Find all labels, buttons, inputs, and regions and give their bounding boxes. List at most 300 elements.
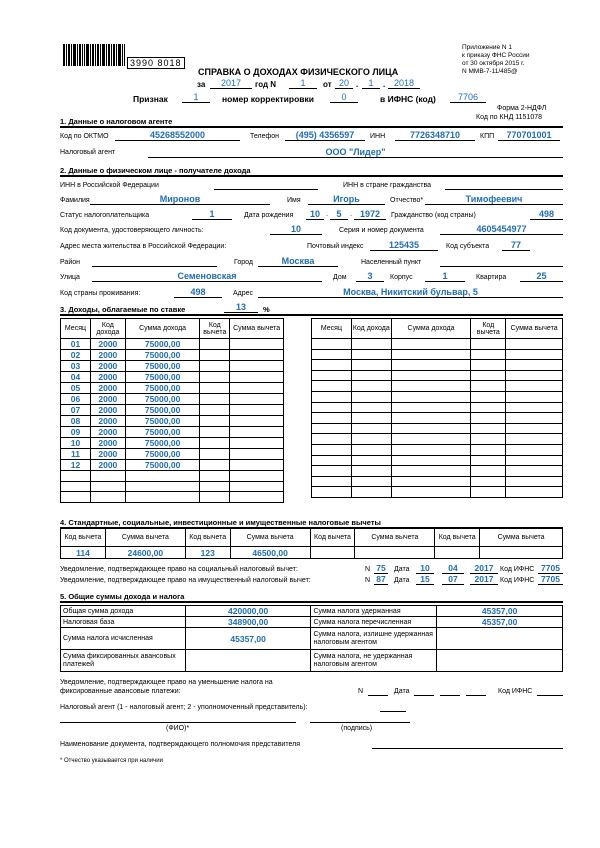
birth-day: 10 xyxy=(306,209,324,220)
dot-separator: . xyxy=(326,211,328,218)
income-code xyxy=(351,339,391,350)
priznak-label: Признак xyxy=(133,94,168,104)
income-code: 2000 xyxy=(90,394,125,405)
income-month xyxy=(312,391,352,402)
tax-calc-value: 45357,00 xyxy=(185,628,311,650)
country-label: Код страны проживания: xyxy=(60,290,141,297)
income-month xyxy=(312,487,352,498)
korr-value: 0 xyxy=(330,92,358,103)
series-label: Серия и номер документа xyxy=(339,227,424,234)
deduction-sum: 46500,00 xyxy=(230,547,310,559)
footer-ifns-label: Код ИФНС xyxy=(498,688,533,695)
appendix-line: к приказу ФНС России xyxy=(462,52,530,59)
address-value: Москва, Никитский бульвар, 5 xyxy=(258,287,563,298)
tax-base-value: 348900,00 xyxy=(185,617,311,628)
income-code xyxy=(351,349,391,360)
income-month: 06 xyxy=(61,394,91,405)
income-sum: 75000,00 xyxy=(125,361,200,372)
deduction-sum xyxy=(506,423,563,434)
income-month xyxy=(312,466,352,477)
social-month: 04 xyxy=(442,563,464,574)
doc-value: 10 xyxy=(270,224,322,235)
section-5-title: 5. Общие суммы дохода и налога xyxy=(60,592,185,601)
fio-caption: (ФИО)* xyxy=(166,725,190,732)
income-code xyxy=(351,434,391,445)
income-sum xyxy=(391,487,471,498)
income-code: 2000 xyxy=(90,361,125,372)
deduction-sum xyxy=(230,361,284,372)
footer-notice-2: фиксированные авансовые платежи: xyxy=(60,688,181,695)
income-month xyxy=(312,476,352,487)
social-notice-label: Уведомление, подтверждающее право на социальный налоговый вычет: xyxy=(60,566,298,573)
deduction-sum xyxy=(506,381,563,392)
deduction-sum xyxy=(230,481,284,492)
addr-rf-label: Адрес места жительства в Российской Федерации: xyxy=(60,243,227,250)
deduction-sum xyxy=(230,427,284,438)
appendix-block xyxy=(462,44,529,76)
deduction-code xyxy=(471,381,506,392)
not-withheld-value xyxy=(437,650,563,672)
income-header: Сумма дохода xyxy=(391,319,471,339)
income-code: 2000 xyxy=(90,383,125,394)
footer-agent-label: Налоговый агент (1 - налоговый агент; 2 - уполномоченный представитель): xyxy=(60,704,308,711)
excess-value xyxy=(437,628,563,650)
property-ifns-value: 7705 xyxy=(538,574,563,585)
phone-label: Телефон xyxy=(250,133,280,140)
city-value: Москва xyxy=(258,256,338,267)
ifns-label: в ИФНС (код) xyxy=(380,94,436,104)
priznak-value: 1 xyxy=(182,92,210,103)
income-code: 2000 xyxy=(90,460,125,471)
income-code xyxy=(351,476,391,487)
agent-label: Налоговый агент xyxy=(60,149,116,156)
income-code: 2000 xyxy=(90,416,125,427)
barcode xyxy=(63,44,182,72)
income-month: 02 xyxy=(61,350,91,361)
deduction-sum xyxy=(506,466,563,477)
income-sum xyxy=(125,481,200,492)
street-label: Улица xyxy=(60,274,80,281)
paid-value: 45357,00 xyxy=(437,617,563,628)
income-code: 2000 xyxy=(90,350,125,361)
appendix-line: Приложение N 1 xyxy=(462,44,513,51)
income-sum xyxy=(391,423,471,434)
rate-value: 13 xyxy=(224,302,258,313)
income-sum: 75000,00 xyxy=(125,350,200,361)
income-code: 2000 xyxy=(90,405,125,416)
income-month xyxy=(312,455,352,466)
income-month xyxy=(312,434,352,445)
tax-calc-label: Сумма налога исчисленная xyxy=(61,628,186,650)
surname-value: Миронов xyxy=(90,194,270,205)
status-label: Статус налогоплательщика xyxy=(60,212,150,219)
income-sum xyxy=(391,370,471,381)
income-sum: 75000,00 xyxy=(125,405,200,416)
income-code xyxy=(351,487,391,498)
deduction-code xyxy=(200,481,230,492)
income-sum: 75000,00 xyxy=(125,416,200,427)
deduction-code xyxy=(435,547,480,559)
oktmo-value: 45268552000 xyxy=(115,130,240,141)
footer-doc-label: Наименование документа, подтверждающего полномочия представителя xyxy=(60,741,300,748)
income-sum xyxy=(391,402,471,413)
dot-separator: . xyxy=(383,80,386,89)
apartment-label: Квартира xyxy=(476,274,507,281)
deduction-sum xyxy=(506,391,563,402)
income-sum xyxy=(391,381,471,392)
deduction-code xyxy=(200,394,230,405)
income-sum xyxy=(391,476,471,487)
deduction-sum xyxy=(230,449,284,460)
ifns-value: 7706 xyxy=(450,92,486,103)
deduction-code-header: Код вычета xyxy=(435,529,480,547)
settlement-label: Населенный пункт xyxy=(361,259,422,266)
social-ifns-label: Код ИФНС xyxy=(500,566,535,573)
income-header: Сумма вычета xyxy=(506,319,563,339)
income-code xyxy=(90,481,125,492)
deduction-code xyxy=(471,370,506,381)
doc-label: Код документа, удостоверяющего личность: xyxy=(60,227,204,234)
deduction-code: 123 xyxy=(185,547,230,559)
kpp-label: КПП xyxy=(480,133,495,140)
income-header: Сумма вычета xyxy=(230,319,284,339)
total-income-label: Общая сумма дохода xyxy=(61,606,186,617)
subject-value: 77 xyxy=(502,240,530,251)
income-sum xyxy=(391,391,471,402)
deduction-code xyxy=(200,361,230,372)
footer-date-label: Дата xyxy=(394,688,410,695)
deduction-sum xyxy=(230,405,284,416)
income-month xyxy=(312,360,352,371)
income-header: Код вычета xyxy=(200,319,230,339)
patronymic-value: Тимофеевич xyxy=(425,194,563,205)
kpp-value: 770701001 xyxy=(498,130,560,141)
surname-label: Фамилия xyxy=(60,197,90,204)
deduction-sum xyxy=(230,372,284,383)
deduction-sum xyxy=(230,438,284,449)
footer-n-label: N xyxy=(358,688,364,695)
oktmo-label: Код по ОКТМО xyxy=(60,133,109,140)
income-sum: 75000,00 xyxy=(125,438,200,449)
deduction-code xyxy=(200,460,230,471)
report-day: 20 xyxy=(335,78,353,89)
social-ifns-value: 7705 xyxy=(538,563,563,574)
deduction-sum xyxy=(230,492,284,503)
deduction-code xyxy=(471,391,506,402)
deduction-code xyxy=(471,466,506,477)
income-month: 03 xyxy=(61,361,91,372)
property-n-label: N xyxy=(365,577,371,584)
deduction-code xyxy=(471,413,506,424)
property-notice-label: Уведомление, подтверждающее право на имущественный налоговый вычет: xyxy=(60,577,311,584)
inn-rf-label: ИНН в Российской Федерации xyxy=(60,182,159,189)
deduction-sum xyxy=(355,547,435,559)
social-year: 2017 xyxy=(470,563,498,574)
income-month: 01 xyxy=(61,339,91,350)
social-n-value: 75 xyxy=(374,563,388,574)
series-value: 4605454977 xyxy=(440,224,563,235)
income-code xyxy=(90,471,125,482)
income-code xyxy=(351,444,391,455)
status-value: 1 xyxy=(192,209,232,220)
deduction-code xyxy=(471,455,506,466)
deduction-sum xyxy=(506,402,563,413)
deduction-sum xyxy=(480,547,563,559)
income-sum xyxy=(391,349,471,360)
income-sum xyxy=(391,434,471,445)
not-withheld-label: Сумма налога, не удержанная налоговым агентом xyxy=(311,650,437,672)
zip-value: 125435 xyxy=(370,240,438,251)
property-month: 07 xyxy=(442,574,464,585)
income-month xyxy=(312,339,352,350)
social-n-label: N xyxy=(365,566,371,573)
income-sum xyxy=(391,466,471,477)
zip-label: Почтовый индекс xyxy=(307,243,364,250)
deduction-code-header: Код вычета xyxy=(185,529,230,547)
income-code xyxy=(351,370,391,381)
house-label: Дом xyxy=(333,274,347,281)
deduction-code xyxy=(471,339,506,350)
deduction-sum xyxy=(506,476,563,487)
agent-value: ООО "Лидер" xyxy=(148,147,563,158)
rate-pct: % xyxy=(263,305,270,314)
income-month xyxy=(61,492,91,503)
income-code xyxy=(351,391,391,402)
income-header: Код дохода xyxy=(351,319,391,339)
income-sum xyxy=(391,455,471,466)
income-month: 09 xyxy=(61,427,91,438)
patronymic-label: Отчество* xyxy=(390,197,424,204)
income-code xyxy=(351,402,391,413)
income-table-right xyxy=(311,318,563,498)
city-label: Город xyxy=(234,259,253,266)
withheld-value: 45357,00 xyxy=(437,606,563,617)
apartment-value: 25 xyxy=(520,271,563,282)
income-month: 07 xyxy=(61,405,91,416)
social-day: 10 xyxy=(416,563,434,574)
name-label: Имя xyxy=(287,197,301,204)
deduction-sum xyxy=(506,434,563,445)
income-month: 05 xyxy=(61,383,91,394)
deduction-code-header: Код вычета xyxy=(310,529,355,547)
form-knd: Код по КНД 1151078 xyxy=(476,114,543,121)
deductions-table xyxy=(60,528,563,559)
property-ifns-label: Код ИФНС xyxy=(500,577,535,584)
deduction-sum-header: Сумма вычета xyxy=(355,529,435,547)
deduction-sum: 24600,00 xyxy=(105,547,185,559)
address-label: Адрес xyxy=(233,290,254,297)
deduction-sum xyxy=(506,339,563,350)
deduction-sum-header: Сумма вычета xyxy=(230,529,310,547)
inn-country-label: ИНН в стране гражданства xyxy=(343,182,432,189)
birth-month: 5 xyxy=(330,209,348,220)
income-code xyxy=(351,413,391,424)
income-table-left xyxy=(60,318,284,503)
fixed-value xyxy=(185,650,311,672)
income-code xyxy=(351,455,391,466)
income-code: 2000 xyxy=(90,427,125,438)
deduction-sum xyxy=(506,487,563,498)
deduction-sum xyxy=(506,413,563,424)
building-value: 1 xyxy=(425,271,465,282)
income-sum xyxy=(391,360,471,371)
income-month: 10 xyxy=(61,438,91,449)
deduction-code xyxy=(200,492,230,503)
income-month xyxy=(61,481,91,492)
deduction-sum-header: Сумма вычета xyxy=(105,529,185,547)
deduction-sum xyxy=(230,339,284,350)
deduction-code xyxy=(471,476,506,487)
deduction-code xyxy=(471,444,506,455)
deduction-code xyxy=(471,423,506,434)
income-code xyxy=(351,466,391,477)
income-sum: 75000,00 xyxy=(125,372,200,383)
deduction-sum xyxy=(230,383,284,394)
report-number: 1 xyxy=(289,78,317,89)
income-code: 2000 xyxy=(90,339,125,350)
income-month xyxy=(312,381,352,392)
income-month: 04 xyxy=(61,372,91,383)
excess-label: Сумма налога, излишне удержанная налоговым агентом xyxy=(311,628,437,650)
income-sum: 75000,00 xyxy=(125,394,200,405)
birth-year: 1972 xyxy=(354,209,386,220)
income-code xyxy=(351,423,391,434)
income-sum xyxy=(391,339,471,350)
tax-base-label: Налоговая база xyxy=(61,617,186,628)
income-month xyxy=(312,423,352,434)
income-code: 2000 xyxy=(90,372,125,383)
income-header: Код дохода xyxy=(90,319,125,339)
income-sum xyxy=(391,413,471,424)
house-value: 3 xyxy=(356,271,384,282)
section-4-title: 4. Стандартные, социальные, инвестиционные и имущественные налоговые вычеты xyxy=(60,518,381,527)
header-za: за xyxy=(197,80,206,89)
income-month: 08 xyxy=(61,416,91,427)
name-value: Игорь xyxy=(308,194,385,205)
social-date-label: Дата xyxy=(394,566,410,573)
income-month: 12 xyxy=(61,460,91,471)
report-month: 1 xyxy=(362,78,380,89)
signature-caption: (подпись) xyxy=(341,725,373,732)
birth-label: Дата рождения xyxy=(244,212,294,219)
income-code xyxy=(351,360,391,371)
deduction-sum xyxy=(230,416,284,427)
income-month xyxy=(312,413,352,424)
country-value: 498 xyxy=(174,287,222,298)
property-day: 15 xyxy=(416,574,434,585)
dot-separator: . xyxy=(350,211,352,218)
deduction-sum xyxy=(230,394,284,405)
deduction-code xyxy=(471,360,506,371)
deduction-sum xyxy=(230,471,284,482)
income-month xyxy=(312,370,352,381)
deduction-code xyxy=(200,449,230,460)
appendix-line: N ММВ-7-11/485@ xyxy=(462,68,518,75)
totals-table xyxy=(60,605,563,672)
korr-label: номер корректировки xyxy=(222,94,314,104)
header-god-n: год N xyxy=(255,80,277,89)
deduction-code xyxy=(471,402,506,413)
section-3-title: 3. Доходы, облагаемые по ставке xyxy=(60,305,186,314)
deduction-code xyxy=(200,405,230,416)
withheld-label: Сумма налога удержанная xyxy=(311,606,437,617)
paid-label: Сумма налога перечисленная xyxy=(311,617,437,628)
deduction-code xyxy=(471,349,506,360)
citizen-value: 498 xyxy=(530,209,563,220)
phone-value: (495) 4356597 xyxy=(285,130,365,141)
income-month xyxy=(312,402,352,413)
income-header: Сумма дохода xyxy=(125,319,200,339)
deduction-sum-header: Сумма вычета xyxy=(480,529,563,547)
income-sum: 75000,00 xyxy=(125,383,200,394)
income-header: Месяц xyxy=(312,319,352,339)
income-sum: 75000,00 xyxy=(125,339,200,350)
property-n-value: 87 xyxy=(374,574,388,585)
property-year: 2017 xyxy=(470,574,498,585)
income-sum: 75000,00 xyxy=(125,427,200,438)
inn-label: ИНН xyxy=(370,133,386,140)
deduction-code-header: Код вычета xyxy=(61,529,106,547)
income-code xyxy=(90,492,125,503)
dot-separator: . xyxy=(356,80,359,89)
income-sum xyxy=(125,471,200,482)
deduction-sum xyxy=(506,444,563,455)
street-value: Семеновская xyxy=(92,271,322,282)
report-year: 2017 xyxy=(210,78,252,89)
deduction-code: 114 xyxy=(61,547,106,559)
deduction-code xyxy=(310,547,355,559)
district-label: Район xyxy=(60,259,80,266)
deduction-code xyxy=(200,416,230,427)
inn-value: 7726348710 xyxy=(395,130,475,141)
total-income-value: 420000,00 xyxy=(185,606,311,617)
deduction-code xyxy=(200,350,230,361)
building-label: Корпус xyxy=(390,274,413,281)
deduction-code xyxy=(471,487,506,498)
deduction-code xyxy=(200,471,230,482)
income-sum xyxy=(125,492,200,503)
income-code xyxy=(351,381,391,392)
deduction-sum xyxy=(506,360,563,371)
deduction-code xyxy=(200,438,230,449)
income-code: 2000 xyxy=(90,438,125,449)
section-2-title: 2. Данные о физическом лице - получателе дохода xyxy=(60,166,251,175)
footer-notice: Уведомление, подтверждающее право на уменьшение налога на xyxy=(60,679,273,686)
income-sum: 75000,00 xyxy=(125,460,200,471)
income-month xyxy=(61,471,91,482)
income-month xyxy=(312,444,352,455)
citizen-label: Гражданство (код страны) xyxy=(391,212,476,219)
income-header: Код вычета xyxy=(471,319,506,339)
subject-label: Код субъекта xyxy=(446,243,490,250)
appendix-line: от 30 октября 2015 г. xyxy=(462,60,525,67)
income-month: 11 xyxy=(61,449,91,460)
deduction-sum xyxy=(506,349,563,360)
barcode-number: 3990 8018 xyxy=(127,57,185,69)
report-yr: 2018 xyxy=(388,78,420,89)
footnote: * Отчество указывается при наличии xyxy=(60,758,163,764)
header-ot: от xyxy=(323,80,332,89)
barcode-icon xyxy=(63,44,125,66)
deduction-sum xyxy=(506,455,563,466)
form-name: Форма 2-НДФЛ xyxy=(497,105,547,112)
deduction-code xyxy=(471,434,506,445)
income-month xyxy=(312,349,352,360)
income-sum: 75000,00 xyxy=(125,449,200,460)
deduction-sum xyxy=(506,370,563,381)
section-1-title: 1. Данные о налоговом агенте xyxy=(60,117,173,126)
deduction-code xyxy=(200,372,230,383)
